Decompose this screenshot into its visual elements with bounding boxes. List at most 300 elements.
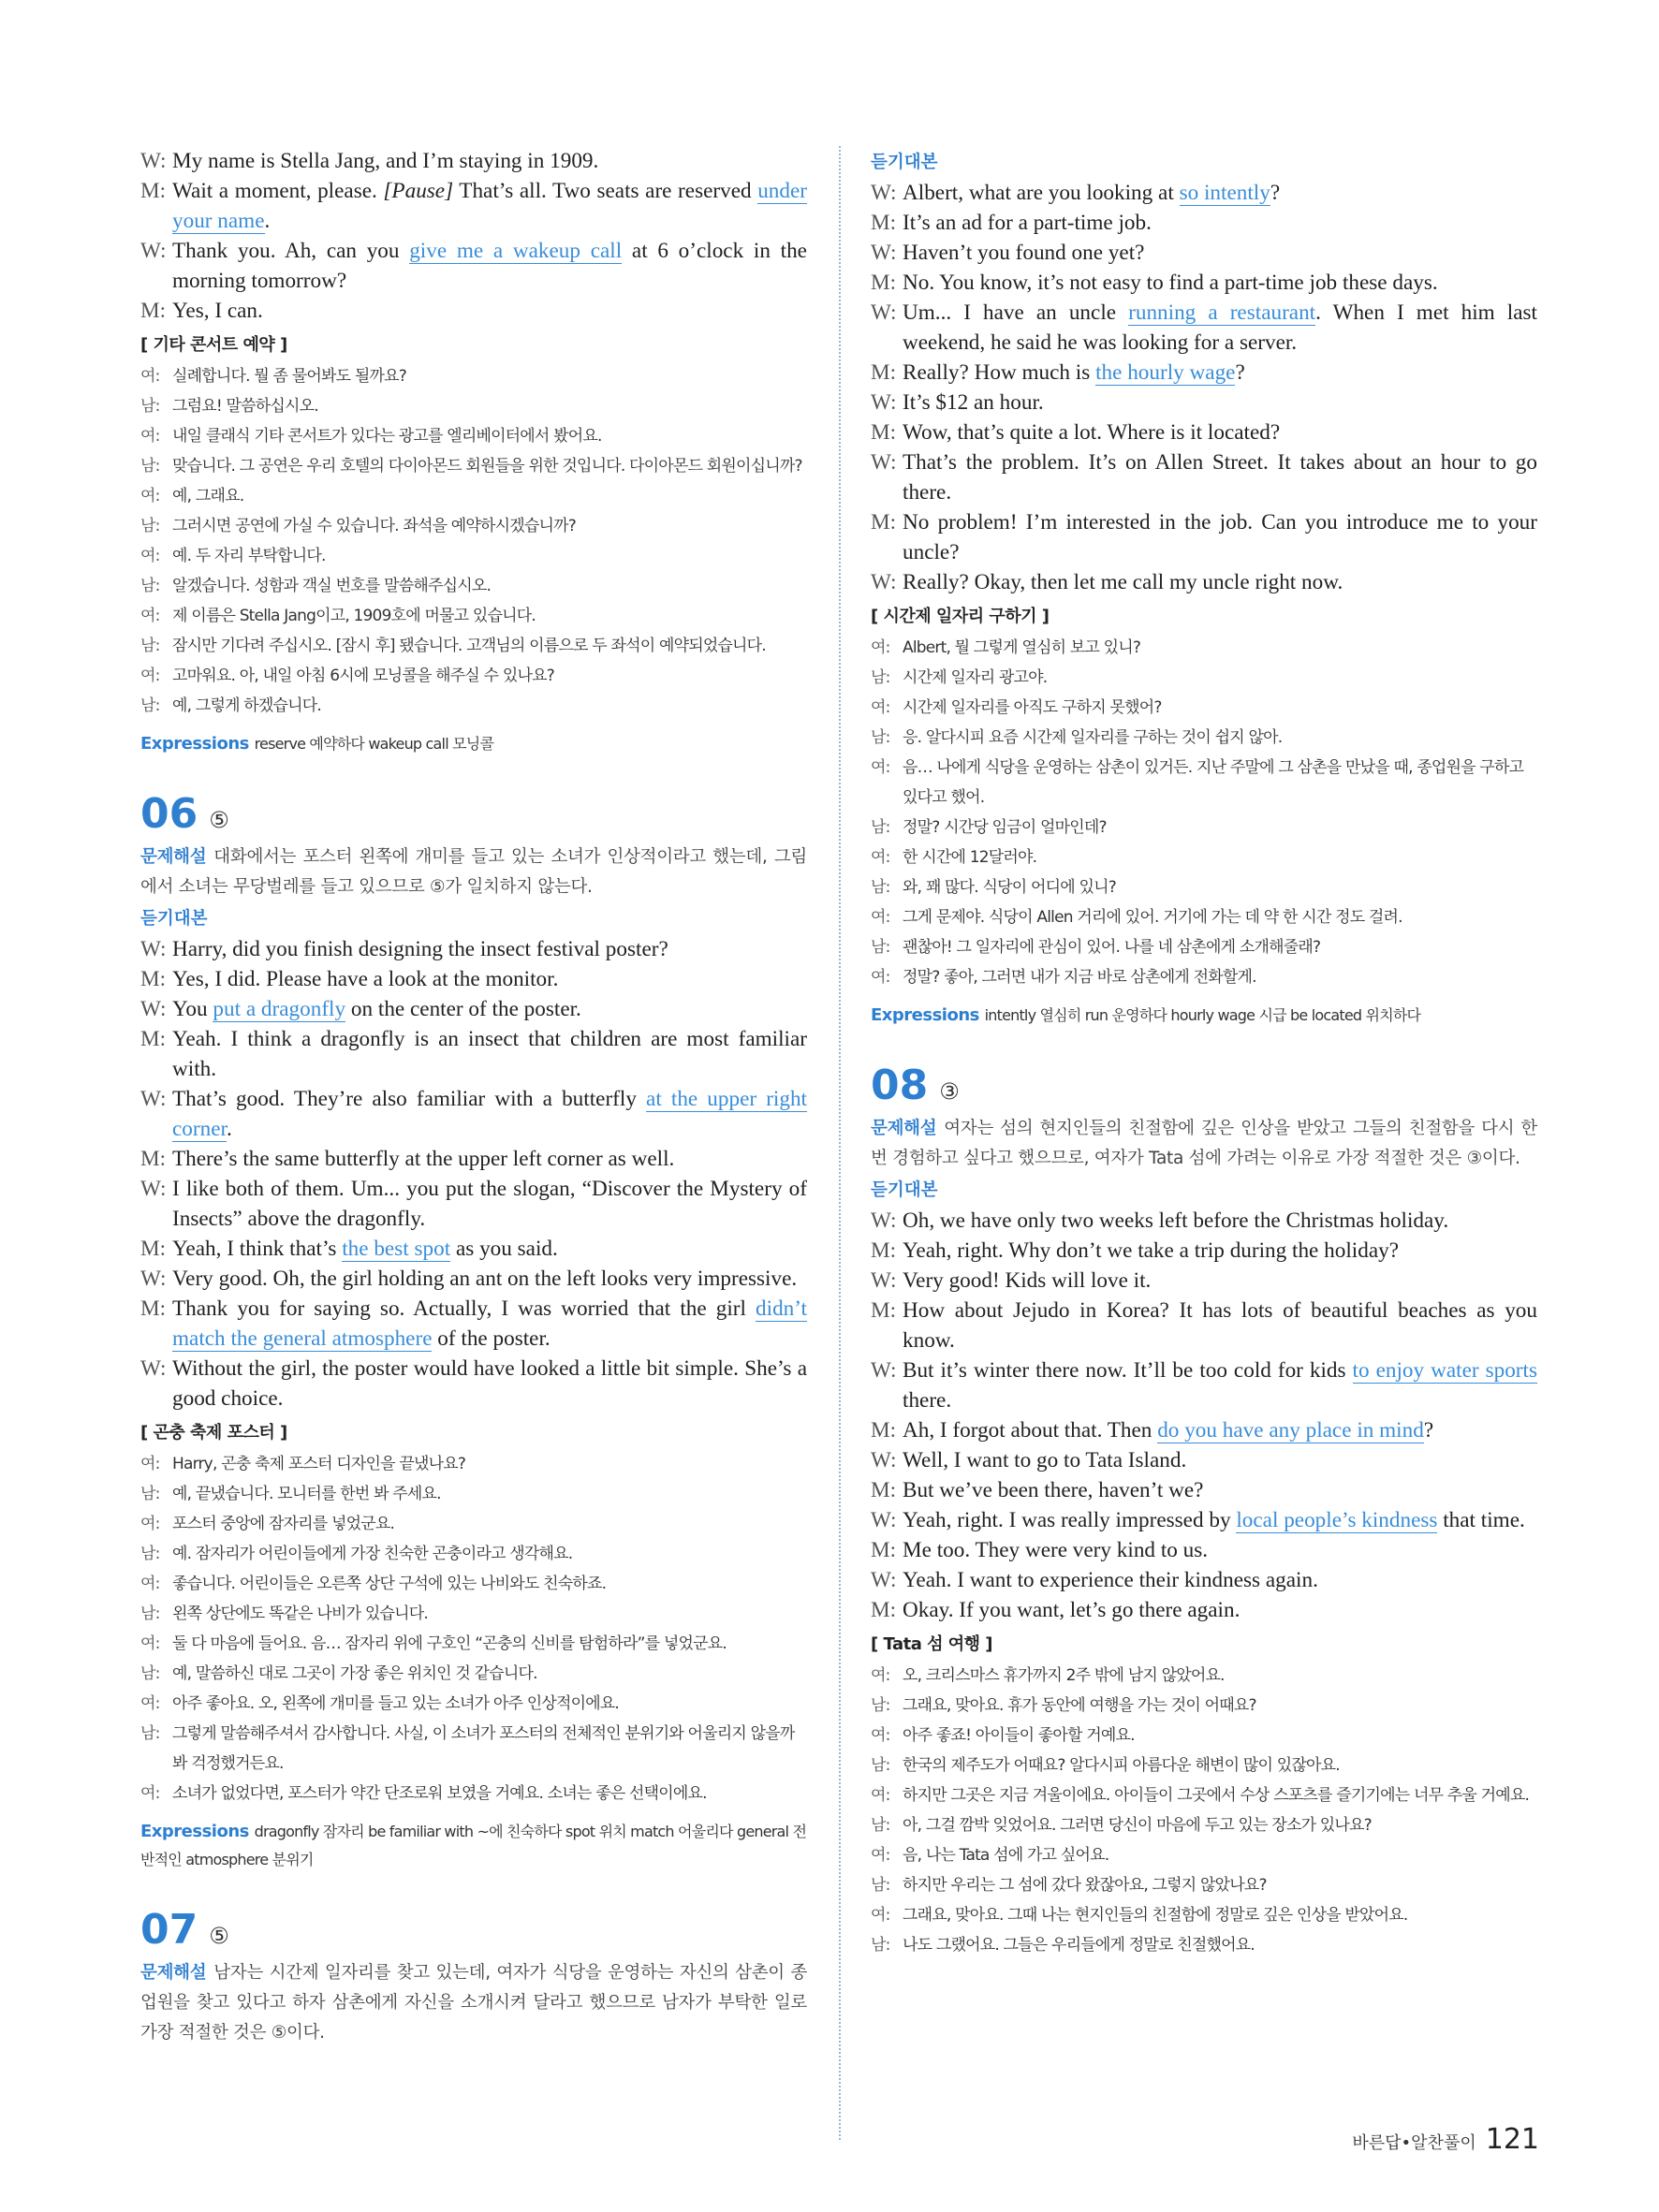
speaker-label: W: [871, 450, 897, 475]
translation-text: 예, 그렇게 하겠습니다. [172, 696, 322, 715]
right-column [871, 146, 1537, 1960]
dialogue-text: Yeah, right. Why don’t we take a trip during the holiday? [903, 1238, 1399, 1263]
speaker-label: 남: [140, 1604, 160, 1623]
dialogue-text: Um... I have an uncle running a restaurant. When I met him last weekend, he said he was looking for a server. [903, 300, 1537, 355]
speaker-label: 여: [140, 1634, 160, 1653]
translation-line [871, 723, 1537, 753]
speaker-label: 남: [140, 1485, 160, 1503]
question-header [871, 1058, 1537, 1110]
translation-text: 한국의 제주도가 어때요? 알다시피 아름다운 해변이 많이 있잖아요. [903, 1756, 1340, 1775]
question-header [140, 786, 807, 839]
dialogue-line [871, 1206, 1537, 1236]
translation-line [871, 1780, 1537, 1810]
translation-text: 포스터 중앙에 잠자리를 넣었군요. [172, 1515, 395, 1533]
dialogue-text: Thank you for saying so. Actually, I was worried that the girl didn’t match the general atmosphere of the poster. [172, 1296, 807, 1351]
expressions-text: intently 열심히 run 운영하다 hourly wage 시급 be located 위치하다 [984, 1006, 1421, 1024]
dialogue-line [871, 1415, 1537, 1445]
solution [140, 842, 807, 902]
translation-text: 정말? 시간당 임금이 얼마인데? [903, 818, 1107, 837]
dialogue-text: You put a dragonfly on the center of the poster. [172, 997, 581, 1021]
translation-line [140, 1629, 807, 1659]
translation-line [140, 1599, 807, 1629]
footer-title: 바른답•알찬풀이 [1352, 2133, 1476, 2153]
speaker-label: M: [871, 1538, 897, 1562]
translation-block [140, 361, 807, 721]
dialogue-line [140, 1024, 807, 1084]
dialogue-text: Haven’t you found one yet? [903, 241, 1145, 265]
key-phrase: at the upper right corner [172, 1087, 807, 1141]
translation-text: 실례합니다. 뭘 좀 물어봐도 될까요? [172, 367, 406, 386]
translation-text: 내일 클래식 기타 콘서트가 있다는 광고를 엘리베이터에서 봤어요. [172, 427, 602, 446]
speaker-label: 여: [871, 968, 890, 987]
speaker-label: 남: [871, 878, 890, 897]
translation-text: 오, 크리스마스 휴가까지 2주 밖에 남지 않았어요. [903, 1666, 1225, 1685]
script-label: 듣기대본 [140, 909, 208, 929]
dialogue-text: Well, I want to go to Tata Island. [903, 1448, 1187, 1472]
solution [871, 1114, 1537, 1174]
key-phrase: so intently [1179, 181, 1270, 205]
solution-text: 대화에서는 포스터 왼쪽에 개미를 들고 있는 소녀가 인상적이라고 했는데, 그림에서 소녀는 무당벌레를 들고 있으므로 ⑤가 일치하지 않는다. [140, 847, 807, 897]
translation-line [871, 1870, 1537, 1900]
speaker-label: W: [871, 1448, 897, 1472]
translation-text: 왼쪽 상단에도 똑같은 나비가 있습니다. [172, 1604, 428, 1623]
translation-text: 시간제 일자리 광고야. [903, 668, 1048, 687]
speaker-label: W: [140, 1356, 167, 1381]
expressions [871, 1002, 1537, 1030]
translation-text: 하지만 그곳은 지금 겨울이에요. 아이들이 그곳에서 수상 스포츠를 즐기기에는 너무 추울 거예요. [903, 1786, 1530, 1805]
translation-line [871, 1751, 1537, 1780]
dialogue-line [871, 1535, 1537, 1565]
script-label: 듣기대본 [871, 1180, 938, 1200]
dialogue-line [871, 1296, 1537, 1355]
speaker-label: 남: [140, 1724, 160, 1743]
translation-line [871, 1661, 1537, 1691]
dialogue-line [871, 1266, 1537, 1296]
dialogue-line [871, 1505, 1537, 1535]
translation-line [140, 601, 807, 631]
speaker-label: 여: [140, 1784, 160, 1803]
dialogue-text: Okay. If you want, let’s go there again. [903, 1598, 1241, 1622]
translation-text: 예, 그래요. [172, 487, 244, 505]
speaker-label: M: [871, 1418, 897, 1443]
translation-text: 그게 문제야. 식당이 Allen 거리에 있어. 거기에 가는 데 약 한 시간 정도 걸려. [903, 908, 1402, 927]
translation-text: 그러시면 공연에 가실 수 있습니다. 좌석을 예약하시겠습니까? [172, 517, 576, 535]
translation-text: 음, 나는 Tata 섬에 가고 싶어요. [903, 1846, 1109, 1865]
dialogue-line [871, 1475, 1537, 1505]
translation-line [871, 932, 1537, 962]
dialogue-text: I like both of them. Um... you put the slogan, “Discover the Mystery of Insects” above the dragonfly. [172, 1177, 807, 1231]
speaker-label: M: [871, 1478, 897, 1502]
dialogue-text: But we’ve been there, haven’t we? [903, 1478, 1204, 1502]
translation-title: [ 곤충 축제 포스터 ] [140, 1423, 287, 1443]
translation-text: 나도 그랬어요. 그들은 우리들에게 정말로 친절했어요. [903, 1936, 1255, 1955]
speaker-label: W: [871, 1209, 897, 1233]
translation-text: 좋습니다. 어린이들은 오른쪽 상단 구석에 있는 나비와도 친숙하죠. [172, 1575, 607, 1593]
speaker-label: 남: [871, 1876, 890, 1895]
solution-label: 문제해설 [140, 847, 207, 867]
expressions-text: dragonfly 잠자리 be familiar with ~에 친숙하다 spot 위치 match 어울리다 general 전반적인 atmosphere 분위기 [140, 1823, 807, 1868]
speaker-label: M: [871, 1298, 897, 1323]
speaker-label: 여: [871, 908, 890, 927]
dialogue-text: Yeah. I want to experience their kindness again. [903, 1568, 1318, 1592]
dialogue-line [140, 934, 807, 964]
dialogue-text: Yes, I can. [172, 299, 263, 323]
translation-line [871, 962, 1537, 992]
expressions-label: Expressions [140, 734, 249, 754]
translation-line [140, 1659, 807, 1689]
dialogue-text: My name is Stella Jang, and I’m staying in 1909. [172, 149, 599, 173]
translation-title: [ Tata 섬 여행 ] [871, 1634, 993, 1654]
translation-title: [ 기타 콘서트 예약 ] [140, 335, 287, 355]
dialogue-text: Harry, did you finish designing the insect festival poster? [172, 937, 668, 961]
dialogue-line [871, 567, 1537, 597]
dialogue-text: Thank you. Ah, can you give me a wakeup call at 6 o’clock in the morning tomorrow? [172, 239, 807, 293]
speaker-label: 여: [140, 427, 160, 446]
speaker-label: M: [140, 967, 167, 991]
dialogue-text: Yeah. I think a dragonfly is an insect that children are most familiar with. [172, 1027, 807, 1081]
translation-text: Albert, 뭘 그렇게 열심히 보고 있니? [903, 638, 1141, 657]
page-footer [1352, 2123, 1539, 2156]
solution [140, 1958, 807, 2048]
translation-text: Harry, 곤충 축제 포스터 디자인을 끝냈나요? [172, 1455, 466, 1473]
key-phrase: under your name [172, 179, 807, 233]
solution-label: 문제해설 [140, 1963, 207, 1983]
translation-line [140, 1479, 807, 1509]
dialogue-line [871, 208, 1537, 238]
dialogue-line [140, 1234, 807, 1264]
key-phrase: local people’s kindness [1236, 1508, 1438, 1532]
translation-text: 그렇게 말씀해주셔서 감사합니다. 사실, 이 소녀가 포스터의 전체적인 분위기와 어울리지 않을까 봐 걱정했거든요. [172, 1724, 795, 1773]
translation-line [140, 1569, 807, 1599]
expressions-label: Expressions [140, 1822, 249, 1841]
speaker-label: W: [140, 1087, 167, 1111]
translation-line [871, 813, 1537, 842]
speaker-label: M: [140, 1237, 167, 1261]
dialogue-line [871, 298, 1537, 358]
left-column [140, 146, 807, 2048]
translation-text: 알겠습니다. 성함과 객실 번호를 말씀해주십시오. [172, 577, 492, 595]
dialogue-line [871, 388, 1537, 417]
speaker-label: 여: [871, 758, 890, 777]
translation-line [140, 1509, 807, 1539]
expressions-text: reserve 예약하다 wakeup call 모닝콜 [254, 735, 494, 753]
page-number: 121 [1485, 2123, 1539, 2156]
speaker-label: 여: [140, 1515, 160, 1533]
speaker-label: 남: [140, 457, 160, 476]
translation-line [871, 842, 1537, 872]
expressions [140, 730, 807, 758]
dialogue-line [140, 176, 807, 236]
dialogue-text: No problem! I’m interested in the job. Can you introduce me to your uncle? [903, 510, 1537, 564]
dialogue-line [140, 1354, 807, 1414]
speaker-label: 남: [871, 1816, 890, 1835]
script-label: 듣기대본 [871, 153, 938, 172]
dialogue-text: Wow, that’s quite a lot. Where is it located? [903, 420, 1281, 445]
expressions-label: Expressions [871, 1005, 979, 1025]
speaker-label: 남: [140, 696, 160, 715]
translation-line [140, 1689, 807, 1719]
speaker-label: M: [871, 1238, 897, 1263]
translation-text: 한 시간에 12달러야. [903, 848, 1037, 867]
key-phrase: the best spot [342, 1237, 451, 1261]
speaker-label: 여: [871, 848, 890, 867]
speaker-label: 여: [140, 1694, 160, 1713]
speaker-label: M: [871, 1598, 897, 1622]
speaker-label: 여: [871, 638, 890, 657]
key-phrase: didn’t match the general atmosphere [172, 1296, 807, 1351]
translation-line [140, 571, 807, 601]
translation-text: 아, 그걸 깜박 잊었어요. 그러면 당신이 마음에 두고 있는 장소가 있나요? [903, 1816, 1372, 1835]
dialogue-line [140, 296, 807, 326]
translation-line [871, 633, 1537, 663]
translation-line [140, 421, 807, 451]
speaker-label: 여: [140, 367, 160, 386]
translation-block [140, 1449, 807, 1809]
key-phrase: give me a wakeup call [409, 239, 623, 263]
translation-text: 그럼요! 말씀하십시오. [172, 397, 318, 416]
speaker-label: 여: [871, 1786, 890, 1805]
speaker-label: W: [871, 1568, 897, 1592]
dialogue-line [140, 1144, 807, 1174]
speaker-label: W: [871, 1358, 897, 1383]
key-phrase: running a restaurant [1128, 300, 1316, 325]
dialogue-line [140, 236, 807, 296]
answer-mark: ⑤ [209, 807, 229, 833]
dialogue-block [140, 934, 807, 1414]
translation-block [871, 633, 1537, 992]
speaker-label: W: [871, 241, 897, 265]
answer-mark: ③ [939, 1078, 960, 1105]
speaker-label: 남: [140, 637, 160, 655]
dialogue-text: Really? How much is the hourly wage? [903, 360, 1245, 385]
translation-text: 예, 끝냈습니다. 모니터를 한번 봐 주세요. [172, 1485, 441, 1503]
translation-text: 아주 좋죠! 아이들이 좋아할 거예요. [903, 1726, 1135, 1745]
translation-line [871, 1691, 1537, 1721]
translation-line [140, 1449, 807, 1479]
translation-line [140, 451, 807, 481]
translation-text: 제 이름은 Stella Jang이고, 1909호에 머물고 있습니다. [172, 607, 536, 625]
stage-direction: [Pause] [383, 179, 454, 203]
dialogue-line [871, 417, 1537, 447]
translation-text: 예. 두 자리 부탁합니다. [172, 547, 326, 565]
speaker-label: 여: [140, 547, 160, 565]
dialogue-text: Yes, I did. Please have a look at the monitor. [172, 967, 559, 991]
translation-text: 예, 말씀하신 대로 그곳이 가장 좋은 위치인 것 같습니다. [172, 1664, 537, 1683]
dialogue-text: Very good. Oh, the girl holding an ant on the left looks very impressive. [172, 1267, 798, 1291]
translation-line [871, 1721, 1537, 1751]
translation-line [871, 663, 1537, 693]
dialogue-line [140, 1084, 807, 1144]
speaker-label: M: [140, 1296, 167, 1321]
dialogue-block [871, 1206, 1537, 1625]
translation-line [140, 1779, 807, 1809]
translation-line [871, 693, 1537, 723]
translation-line [140, 511, 807, 541]
dialogue-line [871, 238, 1537, 268]
question-number: 08 [871, 1062, 929, 1109]
speaker-label: 남: [140, 1545, 160, 1563]
question-number: 07 [140, 1906, 198, 1954]
key-phrase: do you have any place in mind [1157, 1418, 1424, 1443]
speaker-label: W: [140, 1177, 167, 1201]
translation-text: 음… 나에게 식당을 운영하는 삼촌이 있거든. 지난 주말에 그 삼촌을 만났을 때, 종업원을 구하고 있다고 했어. [903, 758, 1524, 807]
translation-text: 둘 다 마음에 들어요. 음… 잠자리 위에 구호인 “곤충의 신비를 탐험하라”를 넣었군요. [172, 1634, 727, 1653]
speaker-label: 남: [871, 668, 890, 687]
dialogue-line [140, 994, 807, 1024]
speaker-label: 남: [871, 1696, 890, 1715]
translation-line [871, 1810, 1537, 1840]
translation-block [871, 1661, 1537, 1960]
speaker-label: W: [871, 1508, 897, 1532]
speaker-label: W: [140, 997, 167, 1021]
translation-line [140, 1719, 807, 1779]
speaker-label: 남: [871, 938, 890, 957]
solution-label: 문제해설 [871, 1119, 937, 1138]
dialogue-text: How about Jejudo in Korea? It has lots of beautiful beaches as you know. [903, 1298, 1537, 1353]
speaker-label: 남: [140, 1664, 160, 1683]
speaker-label: 남: [871, 1936, 890, 1955]
dialogue-line [871, 1355, 1537, 1415]
speaker-label: M: [871, 211, 897, 235]
dialogue-text: Without the girl, the poster would have looked a little bit simple. She’s a good choice. [172, 1356, 807, 1411]
question-number: 06 [140, 790, 198, 838]
translation-text: 와, 꽤 많다. 식당이 어디에 있니? [903, 878, 1116, 897]
speaker-label: 여: [140, 1455, 160, 1473]
translation-line [140, 661, 807, 691]
translation-line [140, 1539, 807, 1569]
translation-text: 잠시만 기다려 주십시오. [잠시 후] 됐습니다. 고객님의 이름으로 두 좌석이 예약되었습니다. [172, 637, 766, 655]
speaker-label: M: [140, 179, 167, 203]
speaker-label: 여: [871, 1906, 890, 1925]
dialogue-line [140, 1294, 807, 1354]
translation-line [871, 872, 1537, 902]
speaker-label: M: [871, 510, 897, 535]
answer-mark: ⑤ [209, 1923, 229, 1949]
dialogue-line [871, 1565, 1537, 1595]
speaker-label: W: [871, 570, 897, 594]
key-phrase: put a dragonfly [213, 997, 346, 1021]
translation-line [140, 691, 807, 721]
speaker-label: W: [140, 1267, 167, 1291]
translation-line [871, 1900, 1537, 1930]
dialogue-line [140, 1174, 807, 1234]
translation-text: 고마워요. 아, 내일 아침 6시에 모닝콜을 해주실 수 있나요? [172, 667, 554, 685]
dialogue-line [871, 178, 1537, 208]
dialogue-line [871, 507, 1537, 567]
speaker-label: 남: [871, 1756, 890, 1775]
solution-text: 남자는 시간제 일자리를 찾고 있는데, 여자가 식당을 운영하는 자신의 삼촌이 종업원을 찾고 있다고 하자 삼촌에게 자신을 소개시켜 달라고 했으므로 남자가 부탁한 일로 가장 적절한 것은 ⑤이다. [140, 1963, 807, 2043]
translation-line [140, 541, 807, 571]
translation-text: 그래요, 맞아요. 휴가 동안에 여행을 가는 것이 어때요? [903, 1696, 1256, 1715]
speaker-label: 여: [871, 698, 890, 717]
dialogue-line [871, 1445, 1537, 1475]
speaker-label: W: [871, 1268, 897, 1293]
dialogue-text: Really? Okay, then let me call my uncle right now. [903, 570, 1343, 594]
dialogue-text: Yeah, I think that’s the best spot as you said. [172, 1237, 558, 1261]
question-header [140, 1902, 807, 1955]
key-phrase: to enjoy water sports [1352, 1358, 1537, 1383]
speaker-label: W: [871, 181, 897, 205]
dialogue-text: Oh, we have only two weeks left before the Christmas holiday. [903, 1209, 1449, 1233]
speaker-label: W: [140, 937, 167, 961]
dialogue-block [871, 178, 1537, 597]
speaker-label: M: [871, 271, 897, 295]
dialogue-line [871, 447, 1537, 507]
dialogue-line [140, 964, 807, 994]
dialogue-line [871, 268, 1537, 298]
translation-text: 맞습니다. 그 공연은 우리 호텔의 다이아몬드 회원들을 위한 것입니다. 다이아몬드 회원이십니까? [172, 457, 802, 476]
dialogue-text: Yeah, right. I was really impressed by local people’s kindness that time. [903, 1508, 1525, 1532]
speaker-label: M: [140, 299, 167, 323]
dialogue-line [871, 1595, 1537, 1625]
expressions [140, 1818, 807, 1874]
dialogue-text: It’s an ad for a part-time job. [903, 211, 1152, 235]
solution-text: 여자는 섬의 현지인들의 친절함에 깊은 인상을 받았고 그들의 친절함을 다시 한 번 경험하고 싶다고 했으므로, 여자가 Tata 섬에 가려는 이유로 가장 적절한 것은 ③이다. [871, 1119, 1537, 1168]
translation-line [871, 902, 1537, 932]
translation-text: 정말? 좋아, 그러면 내가 지금 바로 삼촌에게 전화할게. [903, 968, 1256, 987]
dialogue-line [871, 358, 1537, 388]
translation-text: 예. 잠자리가 어린이들에게 가장 친숙한 곤충이라고 생각해요. [172, 1545, 573, 1563]
translation-text: 응. 알다시피 요즘 시간제 일자리를 구하는 것이 쉽지 않아. [903, 728, 1283, 747]
dialogue-line [140, 1264, 807, 1294]
dialogue-text: Very good! Kids will love it. [903, 1268, 1152, 1293]
speaker-label: 여: [871, 1726, 890, 1745]
speaker-label: W: [871, 300, 897, 325]
dialogue-text: There’s the same butterfly at the upper left corner as well. [172, 1147, 675, 1171]
translation-line [140, 631, 807, 661]
translation-line [140, 481, 807, 511]
speaker-label: 남: [871, 728, 890, 747]
dialogue-block [140, 146, 807, 326]
translation-line [871, 753, 1537, 813]
speaker-label: W: [140, 239, 167, 263]
dialogue-line [140, 146, 807, 176]
speaker-label: 여: [140, 667, 160, 685]
translation-text: 하지만 우리는 그 섬에 갔다 왔잖아요, 그렇지 않았나요? [903, 1876, 1267, 1895]
dialogue-text: It’s $12 an hour. [903, 390, 1044, 415]
translation-line [140, 361, 807, 391]
speaker-label: 여: [140, 607, 160, 625]
translation-text: 괜찮아! 그 일자리에 관심이 있어. 나를 네 삼촌에게 소개해줄래? [903, 938, 1321, 957]
dialogue-text: Me too. They were very kind to us. [903, 1538, 1209, 1562]
speaker-label: 여: [871, 1666, 890, 1685]
dialogue-text: Wait a moment, please. [Pause] That’s all. Two seats are reserved under your name. [172, 179, 807, 233]
speaker-label: M: [871, 420, 897, 445]
speaker-label: M: [140, 1147, 167, 1171]
speaker-label: M: [140, 1027, 167, 1051]
speaker-label: W: [871, 390, 897, 415]
translation-text: 시간제 일자리를 아직도 구하지 못했어? [903, 698, 1162, 717]
speaker-label: W: [140, 149, 167, 173]
dialogue-text: That’s good. They’re also familiar with a butterfly at the upper right corner. [172, 1087, 807, 1141]
translation-line [871, 1930, 1537, 1960]
speaker-label: 여: [140, 487, 160, 505]
dialogue-text: No. You know, it’s not easy to find a part-time job these days. [903, 271, 1438, 295]
translation-line [140, 391, 807, 421]
dialogue-text: Ah, I forgot about that. Then do you have any place in mind? [903, 1418, 1434, 1443]
translation-line [871, 1840, 1537, 1870]
dialogue-line [871, 1236, 1537, 1266]
column-divider [839, 146, 841, 2140]
translation-text: 그래요, 맞아요. 그때 나는 현지인들의 친절함에 정말로 깊은 인상을 받았어요. [903, 1906, 1408, 1925]
dialogue-text: But it’s winter there now. It’ll be too cold for kids to enjoy water sports there. [903, 1358, 1537, 1413]
key-phrase: the hourly wage [1095, 360, 1236, 385]
dialogue-text: That’s the problem. It’s on Allen Street. It takes about an hour to go there. [903, 450, 1537, 505]
translation-title: [ 시간제 일자리 구하기 ] [871, 607, 1050, 626]
translation-text: 아주 좋아요. 오, 왼쪽에 개미를 들고 있는 소녀가 아주 인상적이에요. [172, 1694, 620, 1713]
speaker-label: 남: [140, 577, 160, 595]
speaker-label: 남: [871, 818, 890, 837]
